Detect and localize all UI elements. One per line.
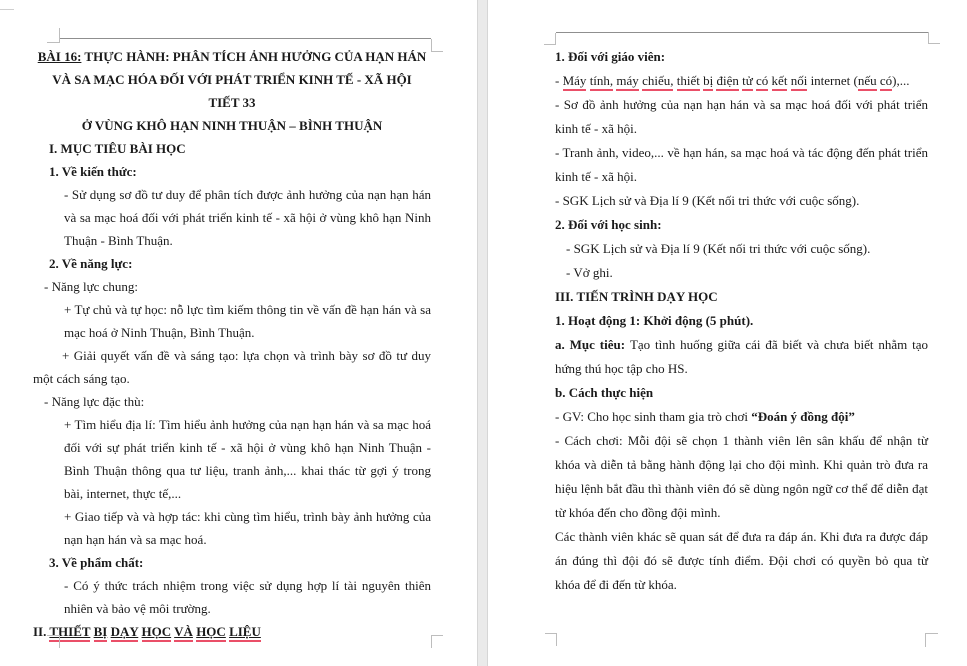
paragraph — [33, 160, 431, 183]
text-run — [49, 624, 260, 642]
text-run — [563, 73, 808, 91]
paragraph — [555, 189, 928, 213]
text-run: ),... — [892, 73, 910, 88]
window-edge-tick — [0, 9, 14, 10]
page-2-text-area — [555, 45, 928, 597]
paragraph — [33, 137, 431, 160]
text-run: - Sơ đồ ảnh hưởng của nạn hạn hán và sa mạc hoá đối với phát triển kinh tế - xã hội. — [555, 97, 928, 136]
page-1-text-area — [33, 45, 431, 643]
misspelled-word: có — [756, 73, 768, 91]
crop-mark-page2-top-left — [544, 33, 556, 45]
misspelled-word: nối — [791, 73, 808, 91]
paragraph — [555, 333, 928, 381]
text-run: + Giải quyết vấn đề và sáng tạo: lựa chọn và trình bày sơ đồ tư duy một cách sáng tạo. — [33, 348, 431, 386]
misspelled-word: kết — [772, 73, 788, 91]
misspelled-word: HỌC — [142, 624, 172, 642]
paragraph — [555, 45, 928, 69]
paragraph — [33, 344, 431, 390]
paragraph — [33, 91, 431, 114]
crop-mark-page1-bottom-left — [47, 635, 60, 648]
text-run: - Cách chơi: Mỗi đội sẽ chọn 1 thành viên lên sân khấu để nhận từ khóa và diễn tả bằng hành động lại cho đội mình. Khi quản trò đưa ra hiệu lệnh bắt đầu thì thành viên đó sẽ dùng ngôn ngữ cơ thể để diễn đạt từ khóa đến cho đồng đội mình. — [555, 433, 928, 520]
page-2-top-margin-line — [556, 32, 928, 33]
text-run: - Năng lực đặc thù: — [44, 394, 145, 409]
text-run: III. TIẾN TRÌNH DẠY HỌC — [555, 289, 718, 304]
misspelled-word: có — [880, 73, 892, 91]
text-run: a. Mục tiêu: — [555, 337, 630, 352]
text-run: + Giao tiếp và và hợp tác: khi cùng tìm hiểu, trình bày ảnh hưởng của nạn hạn hán và sa mạc hoá. — [64, 509, 431, 547]
text-run: 1. Đối với giáo viên: — [555, 49, 666, 64]
text-run: + Tìm hiểu địa lí: Tìm hiểu ảnh hưởng của nạn hạn hán và sa mạc hoá đối với sự phát triển kinh tế - xã hội ở vùng khô hạn Ninh Thuận - Bình Thuận thông qua tư liệu, tranh ảnh,... khai thác từ gợi ý trong bài, internet, thực tế,... — [64, 417, 431, 501]
paragraph — [555, 525, 928, 597]
text-run: 3. Về phẩm chất: — [49, 555, 144, 570]
text-run: “Đoán ý đồng đội” — [751, 409, 855, 424]
text-run: 1. Về kiến thức: — [49, 164, 137, 179]
text-run: I. MỤC TIÊU BÀI HỌC — [49, 141, 186, 156]
paragraph — [33, 275, 431, 298]
paragraph — [555, 213, 928, 237]
text-run: internet ( — [807, 73, 858, 88]
text-run: - Năng lực chung: — [44, 279, 139, 294]
paragraph — [555, 429, 928, 525]
text-run: 2. Đối với học sinh: — [555, 217, 662, 232]
crop-mark-page1-top-right — [431, 39, 443, 52]
page-1-top-margin-line — [60, 38, 431, 39]
crop-mark-page1-bottom-right — [431, 635, 443, 648]
paragraph — [33, 574, 431, 620]
text-run: 1. Hoạt động 1: Khởi động (5 phút). — [555, 313, 754, 328]
misspelled-word: tính, — [590, 73, 613, 91]
paragraph — [33, 252, 431, 275]
paragraph — [33, 551, 431, 574]
crop-mark-page2-top-right — [928, 32, 940, 44]
paragraph — [33, 620, 431, 643]
paragraph — [33, 183, 431, 252]
document-page-2[interactable] — [488, 0, 967, 666]
misspelled-word: LIỆU — [229, 624, 261, 642]
page-gap-divider — [477, 0, 488, 666]
misspelled-word: bị — [703, 73, 713, 91]
paragraph — [33, 45, 431, 91]
crop-mark-page2-bottom-right — [925, 633, 938, 647]
misspelled-word: DẠY — [111, 624, 139, 642]
misspelled-word: máy — [616, 73, 638, 91]
paragraph — [555, 93, 928, 141]
paragraph — [555, 237, 928, 261]
text-run: - SGK Lịch sử và Địa lí 9 (Kết nối tri thức với cuộc sống). — [555, 193, 860, 208]
paragraph — [555, 285, 928, 309]
misspelled-word: BỊ — [94, 624, 108, 642]
misspelled-word: Máy — [563, 73, 587, 91]
paragraph — [555, 261, 928, 285]
paragraph — [555, 309, 928, 333]
text-run: - Sử dụng sơ đồ tư duy để phân tích được ảnh hưởng của nạn hạn hán và sa mạc hoá đối với phát triển kinh tế - xã hội ở vùng khô hạn Ninh Thuận - Bình Thuận. — [64, 187, 431, 248]
text-run: BÀI 16: — [37, 49, 82, 64]
text-run: Tạo tình huống giữa cái đã biết và chưa biết nhằm tạo hứng thú học tập cho HS. — [555, 337, 928, 376]
paragraph — [33, 298, 431, 344]
paragraph — [33, 390, 431, 413]
text-run: - SGK Lịch sử và Địa lí 9 (Kết nối tri thức với cuộc sống). — [566, 241, 871, 256]
paragraph — [555, 69, 928, 93]
paragraph — [33, 413, 431, 505]
paragraph — [555, 381, 928, 405]
text-run: - Có ý thức trách nhiệm trong việc sử dụng hợp lí tài nguyên thiên nhiên và bảo vệ môi trường. — [64, 578, 431, 616]
document-page-1[interactable] — [0, 0, 477, 666]
text-run: - Vở ghi. — [566, 265, 613, 280]
paragraph — [555, 141, 928, 189]
text-run: THỰC HÀNH: PHÂN TÍCH ẢNH HƯỞNG CỦA HẠN HÁN VÀ SA MẠC HÓA ĐỐI VỚI PHÁT TRIỂN KINH TẾ - XÃ HỘI — [52, 49, 427, 87]
text-run: + Tự chủ và tự học: nỗ lực tìm kiếm thông tin về vấn đề hạn hán và sa mạc hoá ở Ninh Thuận, Bình Thuận. — [64, 302, 431, 340]
text-run: Các thành viên khác sẽ quan sát để đưa ra đáp án. Khi đưa ra được đáp án đúng thì đội đó sẽ được tính điểm. Đội chơi có quyền bỏ qua từ khóa để đi đến từ khóa. — [555, 529, 928, 592]
paragraph — [33, 114, 431, 137]
text-run: - Tranh ảnh, video,... về hạn hán, sa mạc hoá và tác động đến phát triển kinh tế - xã hội. — [555, 145, 928, 184]
text-run: TIẾT 33 — [208, 95, 256, 110]
misspelled-word: HỌC — [196, 624, 226, 642]
misspelled-word: chiếu, — [642, 73, 673, 91]
text-run: b. Cách thực hiện — [555, 385, 654, 400]
misspelled-word: thiết — [677, 73, 700, 91]
misspelled-word: điện — [716, 73, 738, 91]
crop-mark-page2-bottom-left — [545, 633, 557, 646]
text-run: 2. Về năng lực: — [49, 256, 133, 271]
crop-mark-page1-top-left — [47, 28, 60, 43]
text-run: - — [555, 73, 563, 88]
text-run: - GV: Cho học sinh tham gia trò chơi — [555, 409, 752, 424]
paragraph — [33, 505, 431, 551]
text-run — [858, 73, 892, 91]
misspelled-word: VÀ — [174, 624, 193, 642]
text-run: II. — [33, 624, 50, 639]
text-run: Ở VÙNG KHÔ HẠN NINH THUẬN – BÌNH THUẬN — [81, 118, 383, 133]
misspelled-word: tử — [742, 73, 753, 91]
misspelled-word: THIẾT — [49, 624, 90, 642]
misspelled-word: nếu — [858, 73, 877, 91]
paragraph — [555, 405, 928, 429]
